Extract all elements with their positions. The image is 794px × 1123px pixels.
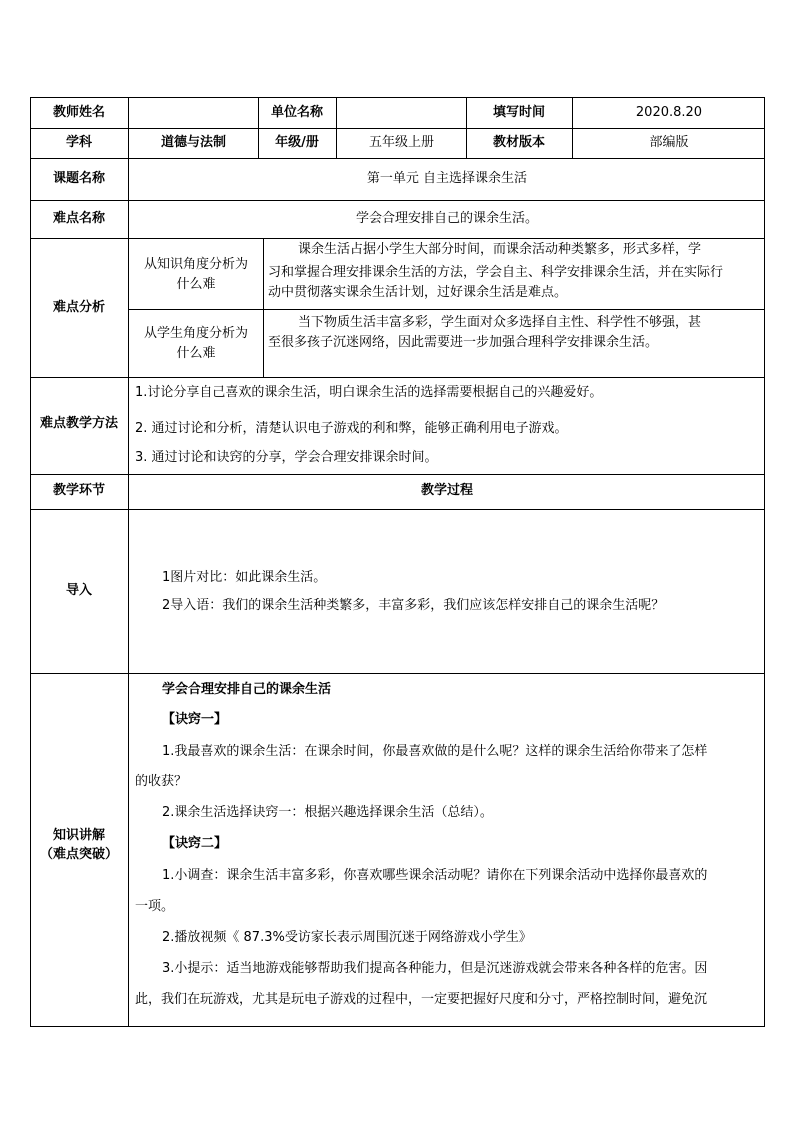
- lesson-title-label: 课题名称: [52, 171, 105, 186]
- row-divider: [30, 474, 765, 475]
- tip-title: 【诀窍一】: [162, 712, 228, 727]
- row-divider: [30, 238, 765, 239]
- knowledge-label: 知识讲解: [52, 828, 105, 843]
- row-divider: [30, 673, 765, 674]
- grade-value[interactable]: 五年级上册: [368, 135, 434, 150]
- analysis-label: 难点分析: [52, 300, 105, 315]
- knowledge-analysis-line: 课余生活占据小学生大部分时间，而课余活动种类繁多，形式多样，学: [298, 242, 702, 257]
- grade-label: 年级/册: [275, 135, 319, 150]
- row-divider: [30, 128, 765, 129]
- knowledge-angle-label: 什么难: [176, 277, 216, 292]
- column-divider: [128, 97, 129, 1027]
- stage-label: 教学环节: [52, 483, 105, 498]
- student-analysis-line: 至很多孩子沉迷网络，因此需要进一步加强合理科学安排课余生活。: [268, 335, 659, 350]
- student-analysis-line: 当下物质生活丰富多彩，学生面对众多选择自主性、科学性不够强，甚: [298, 315, 702, 330]
- tip-paragraph: 1.小调查：课余生活丰富多彩，你喜欢哪些课余活动呢？请你在下列课余活动中选择你最喜欢的: [162, 868, 708, 883]
- tip-paragraph: 的收获？: [135, 774, 188, 789]
- table-frame: [30, 97, 765, 1027]
- tip-paragraph: 一项。: [135, 899, 175, 914]
- tip-paragraph: 1.我最喜欢的课余生活：在课余时间，你最喜欢做的是什么呢？这样的课余生活给你带来了怎样: [162, 744, 708, 759]
- tip-paragraph: 2.播放视频《 87.3%受访家长表示周围沉迷于网络游戏小学生》: [162, 930, 532, 945]
- subject-label: 学科: [65, 135, 92, 150]
- unit-name-label: 单位名称: [270, 105, 323, 120]
- difficulty-label: 难点名称: [52, 211, 105, 226]
- knowledge-label: （难点突破）: [39, 847, 118, 862]
- method-item: 3. 通过讨论和诀窍的分享，学会合理安排课余时间。: [135, 450, 438, 465]
- knowledge-analysis-line: 动中贯彻落实课余生活计划，过好课余生活是难点。: [268, 285, 568, 300]
- teacher-name-label: 教师姓名: [52, 105, 105, 120]
- row-divider: [30, 509, 765, 510]
- tip-paragraph: 此，我们在玩游戏，尤其是玩电子游戏的过程中，一定要把握好尺度和分寸，严格控制时间，避免沉: [135, 992, 708, 1007]
- knowledge-heading: 学会合理安排自己的课余生活: [162, 682, 332, 697]
- row-divider: [128, 309, 765, 310]
- intro-item: 2导入语：我们的课余生活种类繁多，丰富多彩，我们应该怎样安排自己的课余生活呢？: [162, 598, 665, 613]
- tip-title: 【诀窍二】: [162, 836, 228, 851]
- fill-time-value[interactable]: 2020.8.20: [635, 105, 703, 120]
- method-item: 2. 通过讨论和分析，清楚认识电子游戏的利和弊，能够正确利用电子游戏。: [135, 421, 568, 436]
- lesson-title-value[interactable]: 第一单元 自主选择课余生活: [366, 171, 528, 186]
- intro-label: 导入: [65, 583, 92, 598]
- difficulty-value[interactable]: 学会合理安排自己的课余生活。: [355, 211, 538, 226]
- row-divider: [30, 377, 765, 378]
- row-divider: [30, 200, 765, 201]
- edition-label: 教材版本: [492, 135, 545, 150]
- knowledge-analysis-line: 习和掌握合理安排课余生活的方法，学会自主、科学安排课余生活，并在实际行: [268, 265, 724, 280]
- tip-paragraph: 3.小提示：适当地游戏能够帮助我们提高各种能力，但是沉迷游戏就会带来各种各样的危害。因: [162, 961, 708, 976]
- column-divider: [263, 238, 264, 377]
- method-item: 1.讨论分享自己喜欢的课余生活，明白课余生活的选择需要根据自己的兴趣爱好。: [135, 385, 603, 400]
- student-angle-label: 从学生角度分析为: [143, 326, 248, 341]
- knowledge-angle-label: 从知识角度分析为: [143, 257, 248, 272]
- subject-value[interactable]: 道德与法制: [160, 135, 226, 150]
- fill-time-label: 填写时间: [492, 105, 545, 120]
- row-divider: [30, 158, 765, 159]
- methods-label: 难点教学方法: [39, 416, 118, 431]
- student-angle-label: 什么难: [176, 346, 216, 361]
- tip-paragraph: 2.课余生活选择诀窍一：根据兴趣选择课余生活（总结）。: [162, 805, 493, 820]
- process-label: 教学过程: [420, 483, 473, 498]
- intro-item: 1图片对比：如此课余生活。: [162, 570, 327, 585]
- edition-value[interactable]: 部编版: [649, 135, 689, 150]
